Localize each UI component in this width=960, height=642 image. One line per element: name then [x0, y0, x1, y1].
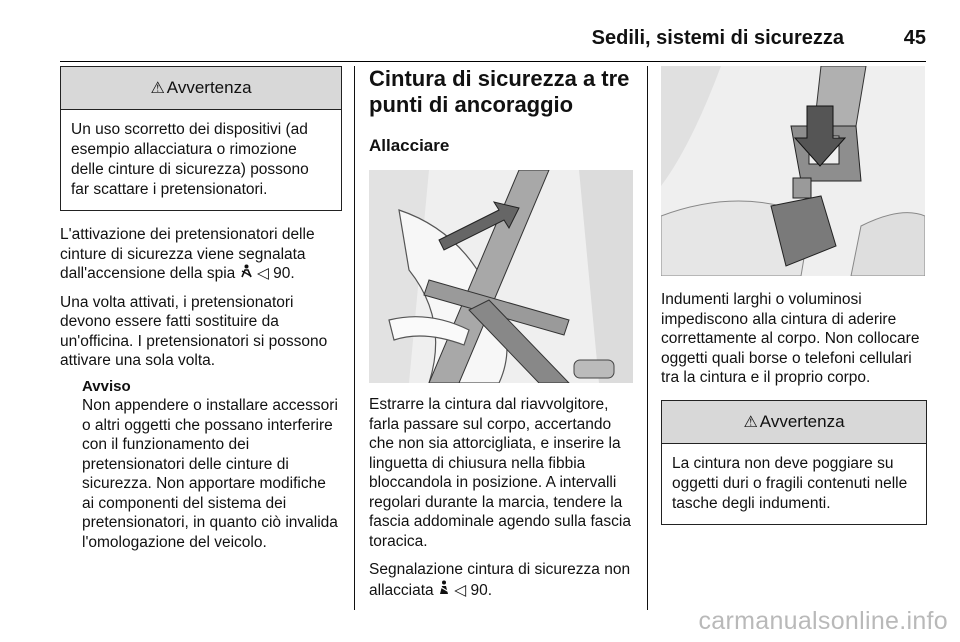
- warning-box: [661, 400, 927, 525]
- note-text: Non appendere o installare accessori o altri oggetti che possano interferire con il funzionamento dei pretensionatori delle cinture di sicurezza. Non apportare modifiche ai componenti del sistema dei pretensionatori, in quanto ciò invalida l'omologazione del veicolo.: [82, 397, 338, 551]
- warning-title: Avvertenza: [166, 78, 252, 97]
- page-reference-icon: ◁: [454, 581, 467, 599]
- warning-text: Un uso scorretto dei dispositivi (ad esempio allacciatura o rimozione delle cinture di sicurezza) possono far scattare i pretensionatori.: [71, 121, 309, 198]
- warning-title: Avvertenza: [759, 411, 845, 431]
- section-title: Sedili, sistemi di sicurezza: [591, 27, 844, 49]
- warning-triangle-icon: ⚠: [743, 413, 758, 431]
- column-divider: [647, 66, 648, 610]
- column-right: [661, 66, 927, 525]
- page-header: [60, 27, 926, 62]
- warning-triangle-icon: ⚠: [150, 80, 165, 97]
- paragraph: Indumenti larghi o voluminosi impediscono alla cintura di aderire correttamente al corpo. Non collocare oggetti quali borse o telefoni cellulari tra la cintura e il proprio corpo.: [661, 291, 920, 386]
- paragraph-text: L'attivazione dei pretensionatori delle cinture di sicurezza viene segnalata dall'accensione della spia: [60, 226, 315, 282]
- paragraph: [60, 225, 342, 284]
- note-block: [82, 377, 342, 553]
- paragraph-text: Segnalazione cintura di sicurezza non allacciata: [369, 561, 631, 599]
- column-divider: [354, 66, 355, 610]
- watermark: carmanualsonline.info: [698, 607, 948, 635]
- column-middle: [369, 66, 633, 600]
- note-title: Avviso: [82, 377, 131, 395]
- page-reference: 90.: [273, 265, 295, 282]
- illustration-belt-buckle: [661, 66, 925, 276]
- warning-box: [60, 66, 342, 211]
- warning-text: La cintura non deve poggiare su oggetti duri o fragili contenuti nelle tasche degli indumenti.: [672, 454, 908, 512]
- warning-header: [662, 401, 926, 444]
- page-reference-icon: ◁: [256, 265, 269, 282]
- seatbelt-reminder-icon: [438, 582, 454, 599]
- illustration-fastening-belt: [369, 170, 633, 383]
- warning-header: [61, 67, 341, 110]
- pretensioner-warning-icon: [240, 265, 257, 282]
- column-left: [60, 66, 342, 552]
- subheading: Allacciare: [369, 136, 450, 155]
- section-heading: Cintura di sicurezza a tre punti di ancoraggio: [369, 66, 630, 117]
- paragraph: Estrarre la cintura dal riavvolgitore, farla passare sul corpo, accertando che non sia attorcigliata, e inserire la linguetta di chiusura nella fibbia bloccandola in posizione. A intervalli regolari durante la marcia, tendere la fascia addominale agendo sulla fascia toracica.: [369, 396, 631, 550]
- page-reference: 90.: [470, 581, 493, 599]
- paragraph: [369, 560, 633, 600]
- paragraph: Una volta attivati, i pretensionatori devono essere fatti sostituire da un'officina. I pretensionatori si possono attivare una sola volta.: [60, 293, 328, 369]
- page-number: 45: [903, 27, 926, 49]
